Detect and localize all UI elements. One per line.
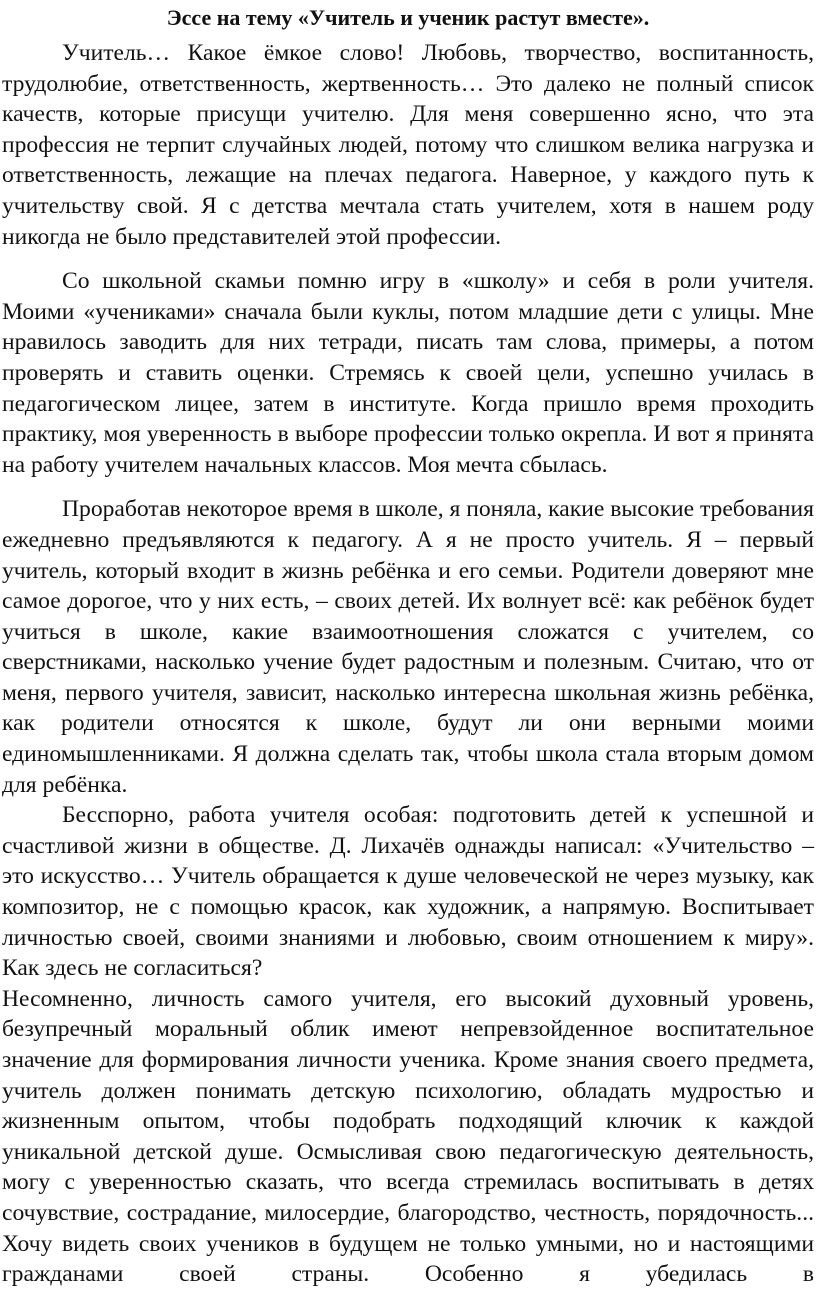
essay-title: Эссе на тему «Учитель и ученик растут вместе». xyxy=(166,5,650,30)
paragraph-4: Бесспорно, работа учителя особая: подготовить детей к успешной и счастливой жизни в обществе. Д. Лихачёв однажды написал: «Учительство – это искусство… Учитель обращается к душе человеческой не через музыку, как композитор, не с помощью красок, как художник, а напрямую. Воспитывает личностью своей, своими знаниями и любовью, своим отношением к миру». Как здесь не согласиться? xyxy=(2,802,814,982)
paragraph-5: Несомненно, личность самого учителя, его высокий духовный уровень, безупречный моральный облик имеют непревзойденное воспитательное значение для формирования личности ученика. Кроме знания своего предмета, учитель должен понимать детскую психологию, обладать мудростью и жизненным опытом, чтобы подобрать подходящий ключик к каждой уникальной детской душе. Осмысливая свою педагогическую деятельность, могу с уверенностью сказать, что всегда стремилась воспитывать в детях сочувствие, сострадание, милосердие, благородство, честность, порядочность... Хочу видеть своих учеников в будущем не только умными, но и настоящими гражданами своей страны. Особенно я убедилась в xyxy=(2,985,814,1288)
paragraph-1: Учитель… Какое ёмкое слово! Любовь, творчество, воспитанность, трудолюбие, ответственность, жертвенность… Это далеко не полный список качеств, которые присущи учителю. Для меня совершенно ясно, что эта профессия не терпит случайных людей, потому что слишком велика нагрузка и ответственность, лежащие на плечах педагога. Наверное, у каждого путь к учительству свой. Я с детства мечтала стать учителем, хотя в нашем роду никогда не было представителей этой профессии. xyxy=(2,40,814,250)
paragraph-3: Проработав некоторое время в школе, я поняла, какие высокие требования ежедневно предъявляются к педагогу. А я не просто учитель. Я – первый учитель, который входит в жизнь ребёнка и его семьи. Родители доверяют мне самое дорогое, что у них есть, – своих детей. Их волнует всё: как ребёнок будет учиться в школе, какие взаимоотношения сложатся с учителем, со сверстниками, насколько учение будет радостным и полезным. Считаю, что от меня, первого учителя, зависит, насколько интересна школьная жизнь ребёнка, как родители относятся к школе, будут ли они верными моими единомышленниками. Я должна сделать так, чтобы школа стала вторым домом для ребёнка. xyxy=(2,496,815,798)
paragraph-2: Со школьной скамьи помню игру в «школу» и себя в роли учителя. Моими «учениками» сначала были куклы, потом младшие дети с улицы. Мне нравилось заводить для них тетради, писать там слова, примеры, а потом проверять и ставить оценки. Стремясь к своей цели, успешно училась в педагогическом лицее, затем в институте. Когда пришло время проходить практику, моя уверенность в выборе профессии только окрепла. И вот я принята на работу учителем начальных классов. Моя мечта сбылась. xyxy=(2,268,814,478)
essay-body xyxy=(2,38,814,1290)
